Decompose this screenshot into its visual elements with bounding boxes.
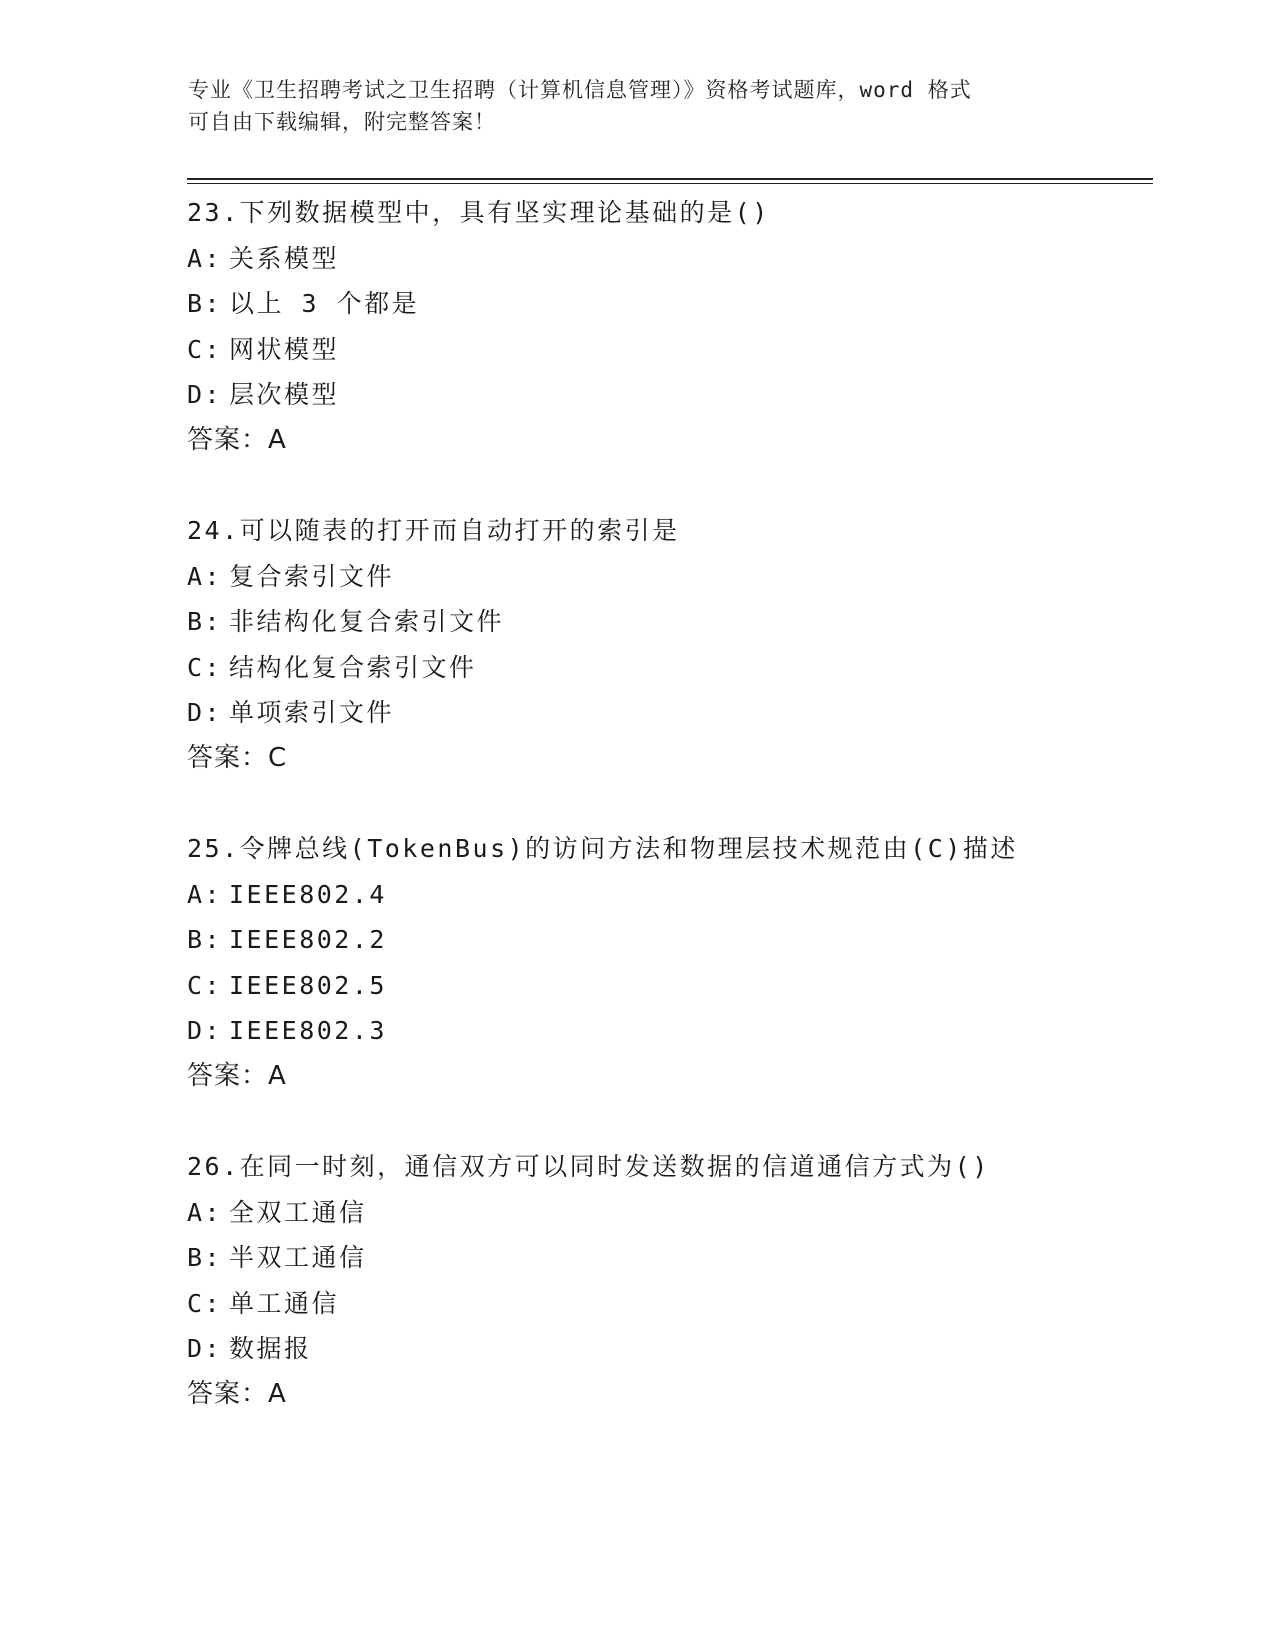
option-c [187,963,1147,1009]
option-d [187,1008,1147,1054]
option-a [187,236,1147,282]
option-text: 网状模型 [229,334,340,364]
question-26 [187,1144,1147,1417]
option-letter: B: [187,925,223,954]
header-divider-thick [187,178,1153,180]
option-text: IEEE802.3 [229,1016,387,1045]
document-header [188,74,1088,138]
option-letter: A: [187,561,223,591]
option-d [187,372,1147,418]
question-25 [187,826,1147,1099]
option-b [187,599,1147,645]
question-text: 26.在同一时刻，通信双方可以同时发送数据的信道通信方式为() [187,1152,990,1181]
question-24 [187,508,1147,781]
option-text: 结构化复合索引文件 [229,652,477,682]
header-line-1: 专业《卫生招聘考试之卫生招聘（计算机信息管理）》资格考试题库，word 格式 [188,78,972,102]
option-a [187,1190,1147,1236]
option-b [187,917,1147,963]
option-letter: B: [187,1243,223,1272]
option-text: 半双工通信 [229,1243,367,1272]
option-letter: A: [187,879,223,909]
option-letter: C: [187,334,223,364]
option-letter: D: [187,1016,223,1045]
option-text: 数据报 [229,1334,312,1363]
option-c [187,327,1147,373]
option-letter: A: [187,243,223,273]
option-d [187,1326,1147,1372]
option-a [187,554,1147,600]
option-c [187,1281,1147,1327]
option-text: 关系模型 [229,243,340,273]
option-letter: B: [187,607,223,636]
option-letter: B: [187,289,223,318]
option-a [187,872,1147,918]
option-text: IEEE802.5 [229,970,387,1000]
header-line-2: 可自由下载编辑，附完整答案！ [188,110,496,134]
question-23 [187,190,1147,463]
answer-label: 答案：C [187,742,288,773]
option-b [187,1235,1147,1281]
question-text: 25.令牌总线(TokenBus)的访问方法和物理层技术规范由(C)描述 [187,834,1018,863]
option-letter: D: [187,380,223,409]
option-b [187,281,1147,327]
option-letter: D: [187,1334,223,1363]
option-text: 以上 3 个都是 [229,289,420,318]
question-text: 23.下列数据模型中，具有坚实理论基础的是() [187,198,770,227]
option-text: 复合索引文件 [229,561,395,591]
option-text: 单工通信 [229,1288,340,1318]
answer-label: 答案：A [187,1060,287,1091]
option-c [187,645,1147,691]
option-text: 层次模型 [229,380,340,409]
option-letter: C: [187,1288,223,1318]
option-text: 非结构化复合索引文件 [229,607,505,636]
option-text: IEEE802.4 [229,879,387,909]
question-text: 24.可以随表的打开而自动打开的索引是 [187,516,680,545]
question-list [187,190,1147,1462]
option-text: 全双工通信 [229,1197,367,1227]
option-d [187,690,1147,736]
answer-label: 答案：A [187,424,287,455]
option-text: 单项索引文件 [229,698,395,727]
answer-label: 答案：A [187,1378,287,1409]
option-letter: C: [187,652,223,682]
option-letter: D: [187,698,223,727]
option-text: IEEE802.2 [229,925,387,954]
header-divider-thin [187,183,1153,184]
option-letter: A: [187,1197,223,1227]
option-letter: C: [187,970,223,1000]
